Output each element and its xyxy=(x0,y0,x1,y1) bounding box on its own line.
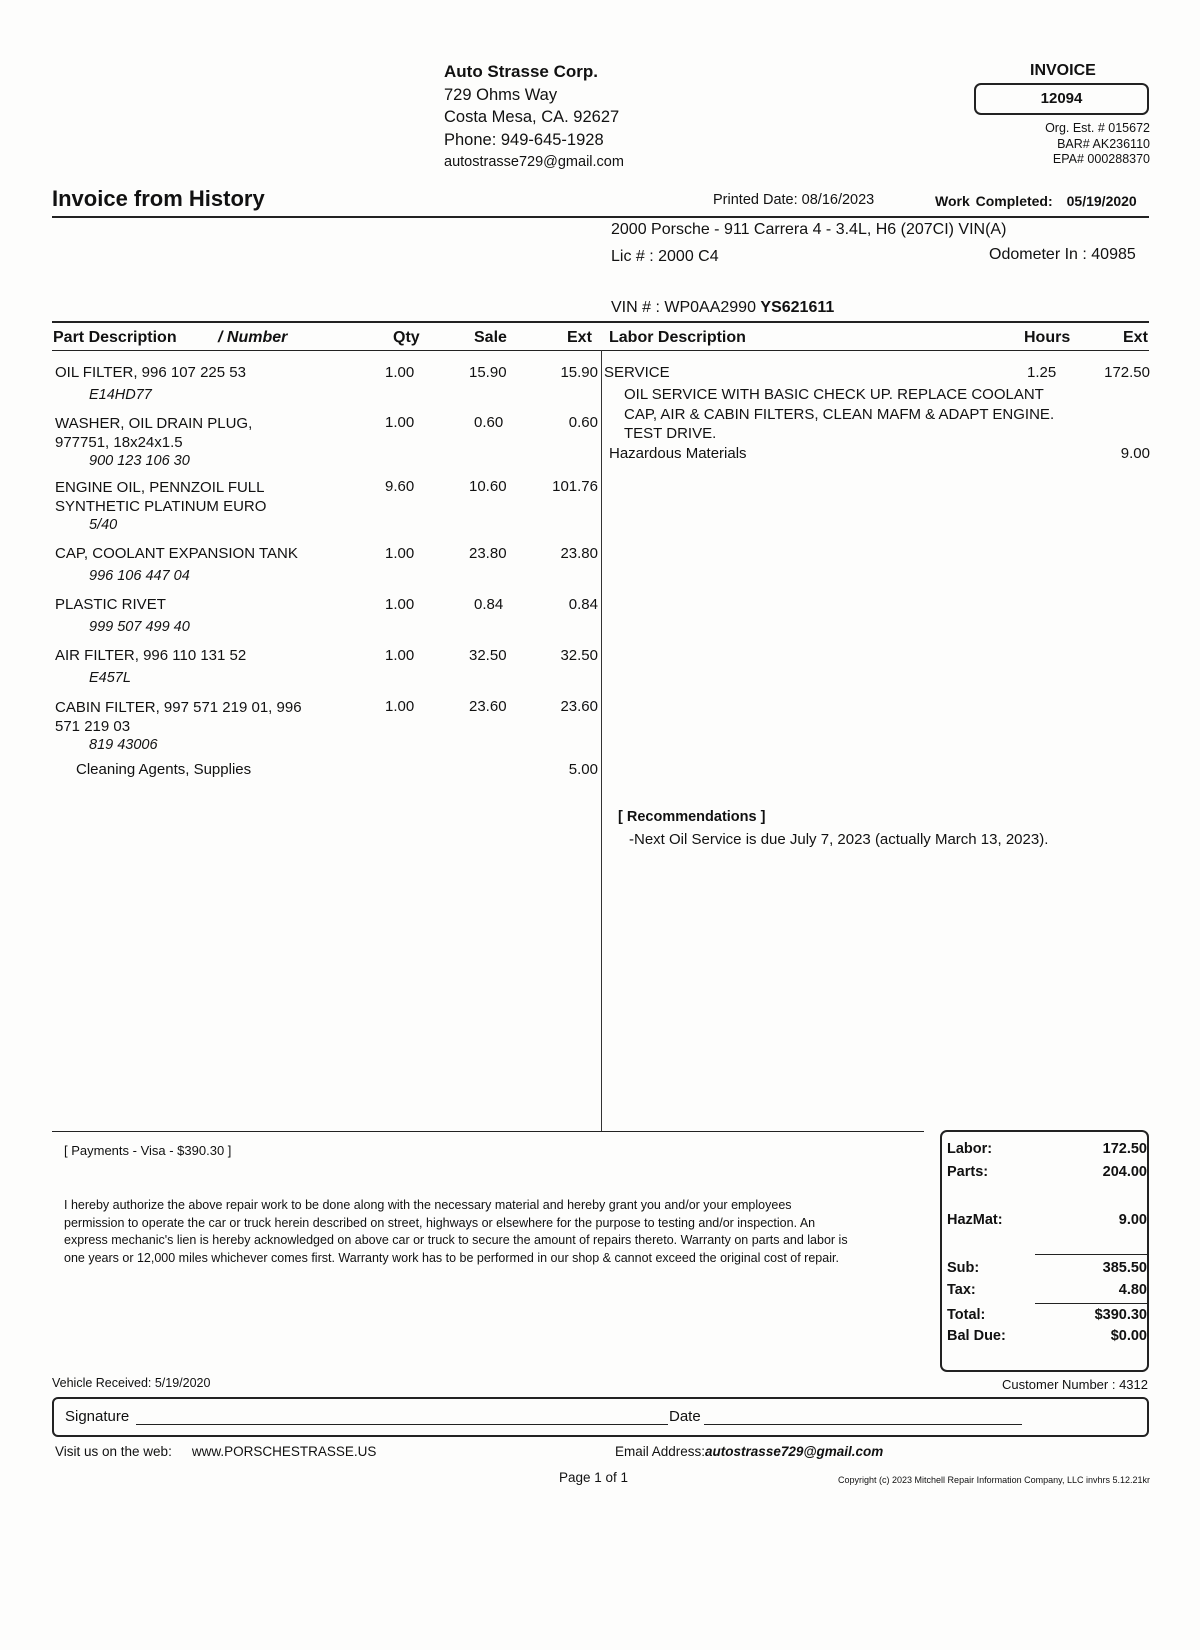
bottom-divider xyxy=(52,1131,924,1132)
part-desc: 977751, 18x24x1.5 xyxy=(55,434,183,451)
work-completed-date: 05/19/2020 xyxy=(1066,193,1137,209)
org-est: Org. Est. # 015672 xyxy=(1045,121,1150,135)
part-qty: 1.00 xyxy=(385,647,415,664)
part-number: E14HD77 xyxy=(89,387,152,403)
table-top-divider xyxy=(52,321,1149,323)
header-ext: Ext xyxy=(567,329,592,346)
part-qty: 1.00 xyxy=(385,364,415,381)
vehicle-description: 2000 Porsche - 911 Carrera 4 - 3.4L, H6 (207CI) VIN(A) xyxy=(611,221,1007,238)
totals-balance-label: Bal Due: xyxy=(947,1328,1006,1344)
company-city: Costa Mesa, CA. 92627 xyxy=(444,108,620,126)
part-ext: 23.60 xyxy=(560,698,598,715)
labor-service: SERVICE xyxy=(604,364,670,381)
totals-parts-label: Parts: xyxy=(947,1164,989,1180)
website-url[interactable]: www.PORSCHESTRASSE.US xyxy=(191,1444,377,1459)
part-row xyxy=(55,414,252,471)
vin-prefix: VIN # : WP0AA2990 xyxy=(611,299,761,316)
part-sale: 15.90 xyxy=(469,364,507,381)
company-email: autostrasse729@gmail.com xyxy=(444,154,624,170)
supplies-ext: 5.00 xyxy=(568,761,598,778)
email-value[interactable]: autostrasse729@gmail.com xyxy=(705,1444,884,1459)
totals-labor: 172.50 xyxy=(1102,1141,1147,1157)
totals-total-label: Total: xyxy=(947,1307,986,1323)
payments: [ Payments - Visa - $390.30 ] xyxy=(64,1143,232,1158)
website-label: Visit us on the web: xyxy=(55,1444,172,1459)
header-labor-description: Labor Description xyxy=(609,329,746,346)
company-info xyxy=(444,61,624,174)
customer-number: Customer Number : 4312 xyxy=(1002,1377,1148,1392)
company-phone: Phone: 949-645-1928 xyxy=(444,130,604,149)
work-completed xyxy=(935,193,1137,209)
license-number: Lic # : 2000 C4 xyxy=(611,248,719,265)
copyright: Copyright (c) 2023 Mitchell Repair Information Company, LLC invhrs 5.12.21kr xyxy=(838,1475,1150,1485)
part-sale: 23.60 xyxy=(469,698,507,715)
signature-box xyxy=(52,1397,1149,1437)
part-sale: 32.50 xyxy=(469,647,507,664)
work-completed-label: Work Completed: xyxy=(935,193,1053,209)
header-part-number: / Number xyxy=(218,329,288,346)
part-desc: AIR FILTER, 996 110 131 52 xyxy=(55,647,247,664)
hazmat-ext: 9.00 xyxy=(1120,445,1150,462)
header-sale: Sale xyxy=(474,329,507,346)
totals-tax: 4.80 xyxy=(1118,1282,1147,1298)
part-desc: SYNTHETIC PLATINUM EURO xyxy=(55,498,267,515)
part-desc: WASHER, OIL DRAIN PLUG, xyxy=(55,415,253,432)
part-sale: 23.80 xyxy=(469,545,507,562)
totals-hazmat: 9.00 xyxy=(1118,1212,1147,1228)
labor-details xyxy=(624,385,1054,444)
part-sale: 10.60 xyxy=(469,478,507,495)
totals-tax-label: Tax: xyxy=(947,1282,976,1298)
totals-labor-label: Labor: xyxy=(947,1141,993,1157)
part-row xyxy=(55,596,190,635)
part-number: 5/40 xyxy=(89,517,118,533)
odometer: Odometer In : 40985 xyxy=(989,246,1136,263)
company-name: Auto Strasse Corp. xyxy=(444,62,598,81)
part-row xyxy=(55,478,266,535)
part-desc: CABIN FILTER, 997 571 219 01, 996 xyxy=(55,699,302,716)
invoice-number: 12094 xyxy=(974,83,1149,115)
part-number: 999 507 499 40 xyxy=(89,619,190,635)
part-row xyxy=(55,364,246,403)
part-sale: 0.84 xyxy=(474,596,504,613)
signature-line[interactable] xyxy=(136,1424,668,1425)
part-ext: 0.84 xyxy=(568,596,598,613)
header-hours: Hours xyxy=(1024,329,1071,346)
invoice-label: INVOICE xyxy=(1030,62,1096,79)
website xyxy=(55,1444,376,1459)
signature-label: Signature xyxy=(65,1408,130,1425)
labor-detail-line: TEST DRIVE. xyxy=(624,425,717,442)
part-desc: CAP, COOLANT EXPANSION TANK xyxy=(55,545,298,562)
date-line[interactable] xyxy=(704,1424,1022,1425)
recommendations-text: -Next Oil Service is due July 7, 2023 (actually March 13, 2023). xyxy=(629,831,1049,848)
supplies-desc: Cleaning Agents, Supplies xyxy=(76,761,252,778)
part-number: 819 43006 xyxy=(89,737,158,753)
labor-hours: 1.25 xyxy=(1027,364,1057,381)
authorization-terms: I hereby authorize the above repair work to be done along with the necessary material and hereby grant you and/or your employees permission to operate the car or truck herein described on street, highways or elsewhere for the purpose to testing and/or inspection. An express mechanic's lien is hereby acknowledged on above car or truck to secure the amount of repairs thereto. Warranty on parts and labor is one years or 12,000 miles whichever comes first. Warranty work has to be performed in our shop & cannot exceed the original cost of repair. xyxy=(64,1198,848,1265)
part-ext: 32.50 xyxy=(560,647,598,664)
header-divider xyxy=(52,216,1149,218)
part-qty: 9.60 xyxy=(385,478,415,495)
vin-suffix: YS621611 xyxy=(760,299,835,316)
part-qty: 1.00 xyxy=(385,545,415,562)
part-row xyxy=(55,698,302,755)
part-qty: 1.00 xyxy=(385,698,415,715)
part-desc: OIL FILTER, 996 107 225 53 xyxy=(55,364,246,381)
part-number: 996 106 447 04 xyxy=(89,568,190,584)
company-street: 729 Ohms Way xyxy=(444,85,558,104)
part-row xyxy=(55,545,298,584)
epa-number: EPA# 000288370 xyxy=(1052,152,1150,166)
part-row xyxy=(55,647,246,686)
page-title: Invoice from History xyxy=(52,186,265,211)
page-number: Page 1 of 1 xyxy=(559,1470,629,1485)
part-ext: 101.76 xyxy=(552,478,598,495)
part-desc: 571 219 03 xyxy=(55,718,131,735)
email-address xyxy=(615,1444,883,1459)
shop-ids xyxy=(1045,121,1150,168)
totals-parts: 204.00 xyxy=(1102,1164,1147,1180)
totals-sub-label: Sub: xyxy=(947,1260,980,1276)
part-number: 900 123 106 30 xyxy=(89,453,190,469)
email-label: Email Address: xyxy=(615,1444,706,1459)
labor-detail-line: OIL SERVICE WITH BASIC CHECK UP. REPLACE COOLANT xyxy=(624,386,1044,403)
header-part-description: Part Description xyxy=(53,329,177,346)
totals-hazmat-label: HazMat: xyxy=(947,1212,1003,1228)
hazmat-desc: Hazardous Materials xyxy=(609,445,747,462)
subtotal-rule xyxy=(1035,1254,1147,1255)
part-desc: PLASTIC RIVET xyxy=(55,596,166,613)
totals-total: $390.30 xyxy=(1094,1307,1147,1323)
labor-detail-line: CAP, AIR & CABIN FILTERS, CLEAN MAFM & ADAPT ENGINE. xyxy=(624,405,1055,423)
recommendations-title: [ Recommendations ] xyxy=(618,809,766,825)
date-label: Date xyxy=(669,1408,701,1425)
part-ext: 15.90 xyxy=(560,364,598,381)
part-sale: 0.60 xyxy=(474,414,504,431)
column-divider xyxy=(601,350,602,1132)
part-number: E457L xyxy=(89,670,131,686)
header-labor-ext: Ext xyxy=(1123,329,1148,346)
part-qty: 1.00 xyxy=(385,596,415,613)
total-rule xyxy=(1035,1303,1147,1304)
bar-number: BAR# AK236110 xyxy=(1057,136,1150,151)
totals-balance: $0.00 xyxy=(1110,1328,1147,1344)
vehicle-received: Vehicle Received: 5/19/2020 xyxy=(52,1376,211,1390)
header-qty: Qty xyxy=(393,329,420,346)
labor-ext: 172.50 xyxy=(1104,364,1150,381)
vin xyxy=(611,299,834,317)
printed-date: Printed Date: 08/16/2023 xyxy=(713,192,875,208)
part-qty: 1.00 xyxy=(385,414,415,431)
part-desc: ENGINE OIL, PENNZOIL FULL xyxy=(55,479,265,496)
part-ext: 0.60 xyxy=(568,414,598,431)
totals-sub: 385.50 xyxy=(1102,1260,1147,1276)
part-ext: 23.80 xyxy=(560,545,598,562)
